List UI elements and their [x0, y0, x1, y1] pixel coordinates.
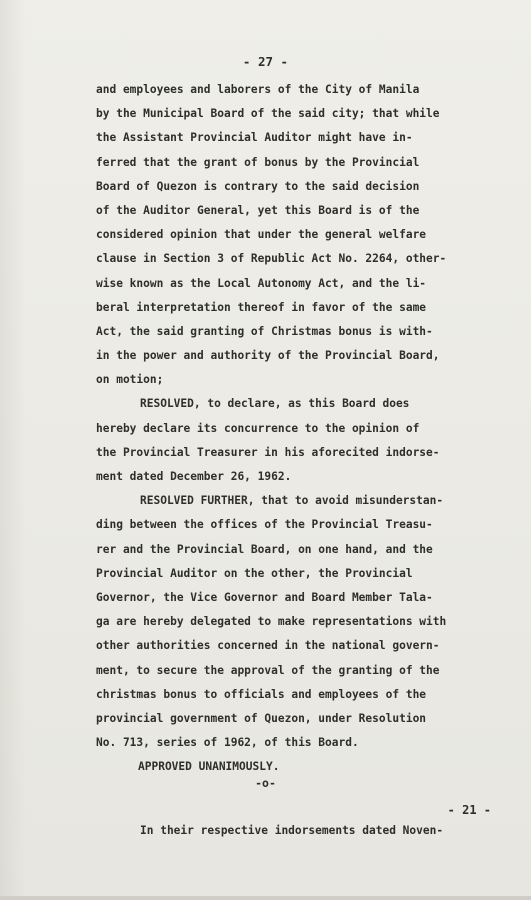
- text-line: beral interpretation thereof in favor of the same: [96, 300, 427, 314]
- text-line: No. 713, series of 1962, of this Board.: [96, 736, 359, 750]
- text-line: Board of Quezon is contrary to the said decision: [96, 179, 420, 193]
- text-line: Provincial Auditor on the other, the Provincial: [96, 566, 413, 580]
- resolved-further-paragraph-start: RESOLVED FURTHER, that to avoid misunderstan-: [140, 494, 444, 508]
- text-line: on motion;: [96, 373, 164, 387]
- text-line: christmas bonus to officials and employees of the: [96, 687, 427, 701]
- text-line: wise known as the Local Autonomy Act, and the li-: [96, 276, 427, 290]
- text-line: ga are hereby delegated to make representations with: [96, 615, 447, 629]
- scan-edge: [0, 896, 531, 900]
- text-line: ment, to secure the approval of the granting of the: [96, 663, 440, 677]
- text-line: Governor, the Vice Governor and Board Member Tala-: [96, 590, 433, 604]
- text-line: and employees and laborers of the City of Manila: [96, 83, 420, 96]
- resolution-text: [96, 78, 486, 779]
- text-line: Act, the said granting of Christmas bonus is with-: [96, 324, 433, 338]
- text-line: the Provincial Treasurer in his aforecited indorse-: [96, 445, 440, 459]
- text-line: by the Municipal Board of the said city; that while: [96, 107, 440, 121]
- text-line: rer and the Provincial Board, on one hand, and the: [96, 542, 433, 556]
- text-line: of the Auditor General, yet this Board is of the: [96, 203, 420, 217]
- text-line: ment dated December 26, 1962.: [96, 470, 292, 483]
- text-line: considered opinion that under the general welfare: [96, 228, 427, 242]
- section-divider: -o-: [255, 776, 276, 790]
- resolved-paragraph-start: RESOLVED, to declare, as this Board does: [140, 397, 410, 411]
- text-line: the Assistant Provincial Auditor might have in-: [96, 131, 413, 145]
- page-number: - 27 -: [242, 54, 289, 69]
- text-line: in the power and authority of the Provincial Board,: [96, 349, 440, 363]
- next-page-number: - 21 -: [447, 803, 491, 817]
- approval-line: APPROVED UNANIMOUSLY.: [138, 760, 280, 774]
- text-line: ferred that the grant of bonus by the Provincial: [96, 155, 420, 169]
- text-line: other authorities concerned in the national govern-: [96, 639, 440, 653]
- text-line: provincial government of Quezon, under Resolution: [96, 711, 427, 725]
- text-line: hereby declare its concurrence to the opinion of: [96, 421, 420, 435]
- continuation-line: In their respective indorsements dated Noven-: [140, 824, 444, 837]
- text-line: clause in Section 3 of Republic Act No. 2264, other-: [96, 252, 447, 266]
- text-line: ding between the offices of the Provincial Treasu-: [96, 518, 433, 532]
